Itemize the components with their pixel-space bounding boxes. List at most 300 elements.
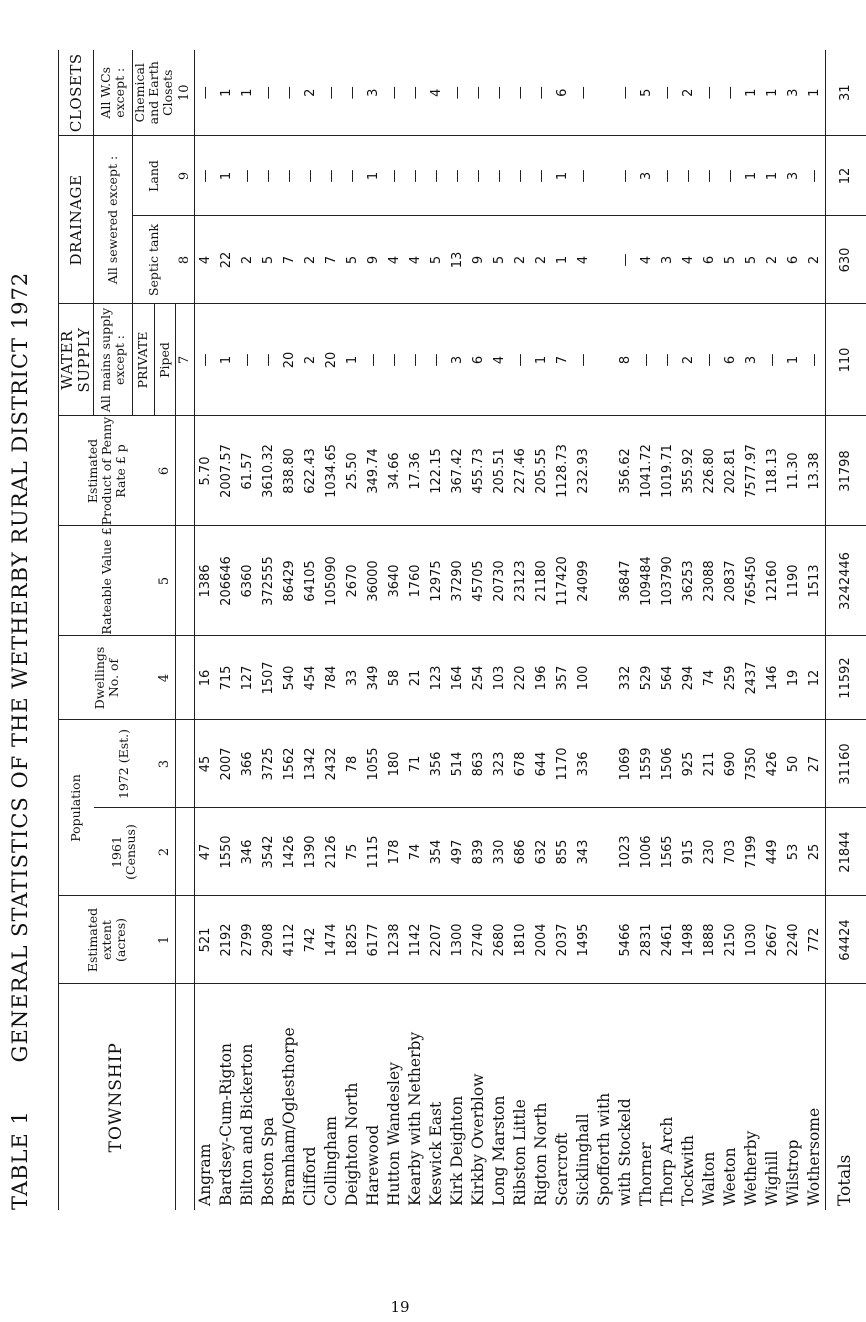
piped-water-cell: 1 [216, 304, 237, 416]
table-row [426, 50, 447, 1210]
land-drainage-cell: — [237, 136, 258, 216]
septic-tank-cell: 9 [363, 216, 384, 304]
penny-rate-cell: 1041.72 [636, 416, 657, 526]
population-1961-cell: 74 [405, 808, 426, 896]
rateable-value-cell: 1513 [804, 526, 826, 636]
land-drainage-cell: 3 [783, 136, 804, 216]
chemical-closets-cell: 6 [552, 50, 573, 136]
township-cell: Kirk Deighton [447, 1095, 466, 1206]
septic-tank-cell: 2 [510, 216, 531, 304]
rateable-value-cell: 206646 [216, 526, 237, 636]
table-row [741, 50, 762, 1210]
chemical-closets-cell: 1 [216, 50, 237, 136]
penny-rate-cell: 355.92 [678, 416, 699, 526]
population-1961-cell: 632 [531, 808, 552, 896]
rateable-value-cell: 36000 [363, 526, 384, 636]
septic-tank-cell: 6 [783, 216, 804, 304]
chemical-closets-cell: 4 [426, 50, 447, 136]
extent-cell: 1142 [405, 896, 426, 984]
table-body [194, 50, 866, 1210]
population-1961-cell: 7199 [741, 808, 762, 896]
population-1972-cell: 1562 [279, 720, 300, 808]
population-1961-cell: 686 [510, 808, 531, 896]
chemical-closets-cell [594, 50, 615, 136]
rateable-value-cell: 117420 [552, 526, 573, 636]
chemical-closets-cell: — [657, 50, 678, 136]
table-row [363, 50, 384, 1210]
chemical-closets-cell: 2 [300, 50, 321, 136]
rateable-value-cell: 24099 [573, 526, 594, 636]
land-drainage-cell: — [468, 136, 489, 216]
piped-water-cell: — [573, 304, 594, 416]
piped-water-cell: — [699, 304, 720, 416]
colnum-10: 10 [175, 50, 194, 136]
dwellings-cell: 12 [804, 636, 826, 720]
penny-rate-cell: 356.62 [615, 416, 636, 526]
table-row [489, 50, 510, 1210]
population-1961-cell: 1390 [300, 808, 321, 896]
penny-rate-cell: 205.55 [531, 416, 552, 526]
township-cell: Ribston Little [510, 1099, 529, 1206]
piped-water-cell: 20 [279, 304, 300, 416]
penny-rate-cell: 7577.97 [741, 416, 762, 526]
table-caption [8, 10, 32, 1210]
population-1972-cell: 925 [678, 720, 699, 808]
land-drainage-cell: — [426, 136, 447, 216]
population-1961-cell: 855 [552, 808, 573, 896]
rateable-value-cell: 6360 [237, 526, 258, 636]
township-cell: Bilton and Bickerton [237, 1043, 256, 1206]
penny-rate-cell: 5.70 [194, 416, 216, 526]
population-1961-cell: 497 [447, 808, 468, 896]
extent-cell: 1888 [699, 896, 720, 984]
township-cell: Scarcroft [552, 1132, 571, 1206]
population-1972-cell: 1055 [363, 720, 384, 808]
rateable-value-cell: 12160 [762, 526, 783, 636]
population-1972-cell: 690 [720, 720, 741, 808]
penny-rate-cell: 367.42 [447, 416, 468, 526]
dwellings-cell: 2437 [741, 636, 762, 720]
septic-tank-cell: 4 [678, 216, 699, 304]
dwellings-cell: 21 [405, 636, 426, 720]
table-label: TABLE 1 [8, 1110, 32, 1210]
totals-row [825, 50, 866, 1210]
piped-water-cell: — [258, 304, 279, 416]
septic-tank-cell: 22 [216, 216, 237, 304]
extent-cell: 1300 [447, 896, 468, 984]
dwellings-cell: 454 [300, 636, 321, 720]
penny-rate-cell: 1034.65 [321, 416, 342, 526]
rateable-value-cell: 103790 [657, 526, 678, 636]
penny-rate-cell: 622.43 [300, 416, 321, 526]
population-1972-cell: 27 [804, 720, 826, 808]
population-1961-cell: 1006 [636, 808, 657, 896]
chemical-closets-header: Chemical and Earth Closets [133, 50, 176, 136]
piped-water-cell: — [194, 304, 216, 416]
dwellings-cell: 74 [699, 636, 720, 720]
population-1972-cell: 50 [783, 720, 804, 808]
population-1972-cell: 7350 [741, 720, 762, 808]
piped-water-cell: 20 [321, 304, 342, 416]
penny-rate-cell: 25.50 [342, 416, 363, 526]
rateable-value-cell: 23123 [510, 526, 531, 636]
septic-tank-cell: — [615, 216, 636, 304]
land-drainage-cell: — [321, 136, 342, 216]
population-1961-cell: 354 [426, 808, 447, 896]
township-cell: Tockwith [678, 1135, 697, 1206]
rateable-value-cell: 765450 [741, 526, 762, 636]
page-number: 19 [390, 1298, 410, 1316]
piped-water-cell: — [804, 304, 826, 416]
rateable-value-cell: 23088 [699, 526, 720, 636]
chemical-closets-cell: — [531, 50, 552, 136]
septic-tank-cell [594, 216, 615, 304]
water-supply-header: WATER SUPPLY [59, 304, 94, 416]
land-drainage-cell: — [510, 136, 531, 216]
township-cell: Rigton North [531, 1102, 550, 1206]
water-supply-subheader: All mains supply except : [94, 304, 133, 416]
rateable-value-cell: 1190 [783, 526, 804, 636]
township-cell: Clifford [300, 1146, 319, 1206]
penny-rate-cell: 1019.71 [657, 416, 678, 526]
land-drainage-cell: 1 [741, 136, 762, 216]
septic-tank-cell: 2 [300, 216, 321, 304]
land-drainage-cell: — [384, 136, 405, 216]
population-1972-cell: 1506 [657, 720, 678, 808]
dwellings-cell: 16 [194, 636, 216, 720]
population-1972-cell: 644 [531, 720, 552, 808]
population-1961-cell: 330 [489, 808, 510, 896]
penny-rate-cell: 226.80 [699, 416, 720, 526]
township-cell: Angram [195, 1143, 214, 1206]
water-private-header: PRIVATE [133, 304, 155, 416]
population-1961-cell: 1565 [657, 808, 678, 896]
township-cell: Weeton [720, 1147, 739, 1206]
table-row [783, 50, 804, 1210]
township-cell: with Stockeld [615, 1098, 634, 1206]
septic-tank-cell: 4 [384, 216, 405, 304]
penny-rate-cell: 17.36 [405, 416, 426, 526]
penny-rate-cell: 838.80 [279, 416, 300, 526]
drainage-header: DRAINAGE [59, 136, 94, 304]
rateable-value-cell: 20837 [720, 526, 741, 636]
penny-rate-cell: 202.81 [720, 416, 741, 526]
table-row [573, 50, 594, 1210]
totals-township-cell: Totals [825, 984, 866, 1210]
dwellings-cell: 294 [678, 636, 699, 720]
piped-water-cell: — [384, 304, 405, 416]
extent-cell: 772 [804, 896, 826, 984]
table-row [615, 50, 636, 1210]
septic-tank-cell: 5 [489, 216, 510, 304]
table-row [405, 50, 426, 1210]
table-row [216, 50, 237, 1210]
extent-cell: 4112 [279, 896, 300, 984]
table-row [762, 50, 783, 1210]
table-row [594, 50, 615, 1210]
township-cell: Sicklinghall [573, 1113, 592, 1206]
population-1972-cell: 678 [510, 720, 531, 808]
penny-rate-cell: 34.66 [384, 416, 405, 526]
dwellings-cell: 1507 [258, 636, 279, 720]
population-1972-cell: 1170 [552, 720, 573, 808]
population-1972-cell: 1342 [300, 720, 321, 808]
totals-land-drainage-cell: 12 [825, 136, 866, 216]
population-1961-cell: 1115 [363, 808, 384, 896]
population-1961-cell [594, 808, 615, 896]
dwellings-cell: 100 [573, 636, 594, 720]
rateable-value-cell: 21180 [531, 526, 552, 636]
colnum-2: 2 [154, 808, 175, 896]
land-drainage-cell: — [573, 136, 594, 216]
drainage-subheader: All sewered except : [94, 136, 133, 304]
penny-rate-cell: 61.57 [237, 416, 258, 526]
table-row [531, 50, 552, 1210]
septic-tank-cell: 5 [426, 216, 447, 304]
dwellings-cell: 357 [552, 636, 573, 720]
piped-water-cell: — [237, 304, 258, 416]
land-drainage-cell: — [279, 136, 300, 216]
population-1961-cell: 230 [699, 808, 720, 896]
land-drainage-cell: — [489, 136, 510, 216]
septic-tank-cell: 4 [636, 216, 657, 304]
table-row [342, 50, 363, 1210]
closets-subheader: All W.Cs except : [94, 50, 133, 136]
population-1972-cell: 3725 [258, 720, 279, 808]
septic-tank-cell: 2 [531, 216, 552, 304]
piped-water-cell: — [426, 304, 447, 416]
rateable-value-cell: 36847 [615, 526, 636, 636]
penny-rate-cell: 1128.73 [552, 416, 573, 526]
septic-tank-cell: 2 [804, 216, 826, 304]
chemical-closets-cell: — [699, 50, 720, 136]
population-1972-cell: 2007 [216, 720, 237, 808]
chemical-closets-cell: — [321, 50, 342, 136]
closets-header: CLOSETS [59, 50, 94, 136]
population-1972-cell: 45 [194, 720, 216, 808]
table-row [237, 50, 258, 1210]
dwellings-cell: 164 [447, 636, 468, 720]
piped-water-cell: 6 [468, 304, 489, 416]
piped-water-cell: — [762, 304, 783, 416]
table-row [258, 50, 279, 1210]
piped-water-cell: — [405, 304, 426, 416]
township-cell: Hutton Wandesley [384, 1062, 403, 1206]
septic-tank-header: Septic tank [133, 216, 176, 304]
extent-cell: 2740 [468, 896, 489, 984]
chemical-closets-cell: — [279, 50, 300, 136]
chemical-closets-cell: — [489, 50, 510, 136]
extent-cell: 2240 [783, 896, 804, 984]
rateable-value-cell: 12975 [426, 526, 447, 636]
rateable-value-cell: 64105 [300, 526, 321, 636]
rateable-value-cell: 372555 [258, 526, 279, 636]
population-1972-cell: 336 [573, 720, 594, 808]
table-title: GENERAL STATISTICS OF THE WETHERBY RURAL DISTRICT 1972 [8, 271, 32, 1063]
land-drainage-cell: — [699, 136, 720, 216]
land-drainage-cell [594, 136, 615, 216]
population-1972-cell: 863 [468, 720, 489, 808]
land-drainage-cell: — [342, 136, 363, 216]
chemical-closets-cell: — [573, 50, 594, 136]
chemical-closets-cell: — [510, 50, 531, 136]
extent-cell: 2831 [636, 896, 657, 984]
extent-cell: 521 [194, 896, 216, 984]
table-row [699, 50, 720, 1210]
piped-water-cell: 3 [741, 304, 762, 416]
land-drainage-cell: — [405, 136, 426, 216]
population-1972-cell [594, 720, 615, 808]
septic-tank-cell: 5 [741, 216, 762, 304]
septic-tank-cell: 2 [237, 216, 258, 304]
rateable-value-cell: 37290 [447, 526, 468, 636]
population-1961-cell: 343 [573, 808, 594, 896]
piped-water-cell [594, 304, 615, 416]
township-cell: Wilstrop [783, 1139, 802, 1206]
township-cell: Wighill [762, 1150, 781, 1206]
piped-water-cell: 3 [447, 304, 468, 416]
extent-cell: 2667 [762, 896, 783, 984]
extent-cell: 742 [300, 896, 321, 984]
piped-water-cell: 2 [300, 304, 321, 416]
colnum-6: 6 [154, 416, 175, 526]
penny-rate-cell: 118.13 [762, 416, 783, 526]
table-row [552, 50, 573, 1210]
land-header: Land [133, 136, 176, 216]
table-row [279, 50, 300, 1210]
land-drainage-cell: — [804, 136, 826, 216]
rateable-value-header: Rateable Value £ [59, 526, 155, 636]
chemical-closets-cell: 1 [762, 50, 783, 136]
dwellings-cell: 784 [321, 636, 342, 720]
extent-cell: 1030 [741, 896, 762, 984]
rateable-value-cell: 105090 [321, 526, 342, 636]
colnum-9: 9 [175, 136, 194, 216]
colnum-8: 8 [175, 216, 194, 304]
population-1972-cell: 71 [405, 720, 426, 808]
piped-water-cell: 2 [678, 304, 699, 416]
chemical-closets-cell: — [447, 50, 468, 136]
township-cell: Collingham [321, 1116, 340, 1206]
table-row [720, 50, 741, 1210]
population-1961-cell: 53 [783, 808, 804, 896]
township-header: TOWNSHIP [59, 984, 176, 1210]
piped-water-cell: — [657, 304, 678, 416]
population-1961-cell: 75 [342, 808, 363, 896]
piped-water-cell: — [363, 304, 384, 416]
dwellings-cell: 58 [384, 636, 405, 720]
dwellings-cell: 19 [783, 636, 804, 720]
totals-chemical-closets-cell: 31 [825, 50, 866, 136]
colnum-1: 1 [154, 896, 175, 984]
population-1961-cell: 1023 [615, 808, 636, 896]
township-cell: Thorner [636, 1142, 655, 1206]
population-1972-cell: 514 [447, 720, 468, 808]
extent-cell: 2908 [258, 896, 279, 984]
chemical-closets-cell: — [615, 50, 636, 136]
penny-rate-cell: 227.46 [510, 416, 531, 526]
totals-penny-rate-cell: 31798 [825, 416, 866, 526]
chemical-closets-cell: 3 [783, 50, 804, 136]
dwellings-cell: 196 [531, 636, 552, 720]
dwellings-cell: 564 [657, 636, 678, 720]
piped-water-cell: 1 [342, 304, 363, 416]
township-cell: Keswick East [426, 1101, 445, 1206]
septic-tank-cell: 7 [279, 216, 300, 304]
totals-population-1972-cell: 31160 [825, 720, 866, 808]
table-row [678, 50, 699, 1210]
rateable-value-cell: 36253 [678, 526, 699, 636]
septic-tank-cell: 4 [194, 216, 216, 304]
penny-rate-cell: 2007.57 [216, 416, 237, 526]
penny-rate-cell: 349.74 [363, 416, 384, 526]
population-1972-cell: 180 [384, 720, 405, 808]
dwellings-cell: 127 [237, 636, 258, 720]
population-1961-header: 1961 (Census) [94, 808, 155, 896]
rateable-value-cell: 3640 [384, 526, 405, 636]
rateable-value-cell: 45705 [468, 526, 489, 636]
extent-cell: 1498 [678, 896, 699, 984]
dwellings-cell: 259 [720, 636, 741, 720]
chemical-closets-cell: 1 [804, 50, 826, 136]
population-1961-cell: 915 [678, 808, 699, 896]
chemical-closets-cell: — [194, 50, 216, 136]
population-1972-cell: 426 [762, 720, 783, 808]
extent-cell: 2799 [237, 896, 258, 984]
population-1961-cell: 703 [720, 808, 741, 896]
population-header: Population [59, 720, 94, 896]
septic-tank-cell: 9 [468, 216, 489, 304]
totals-rateable-value-cell: 3242446 [825, 526, 866, 636]
rateable-value-cell: 20730 [489, 526, 510, 636]
table-row [194, 50, 216, 1210]
table-row [447, 50, 468, 1210]
population-1961-cell: 839 [468, 808, 489, 896]
statistics-table [58, 50, 866, 1210]
chemical-closets-cell: — [342, 50, 363, 136]
extent-cell: 2004 [531, 896, 552, 984]
penny-rate-header: Estimated Product of Penny Rate £ p [59, 416, 155, 526]
table-row [804, 50, 826, 1210]
piped-water-cell: 7 [552, 304, 573, 416]
septic-tank-cell: 2 [762, 216, 783, 304]
table-header [59, 50, 195, 1210]
totals-extent-cell: 64424 [825, 896, 866, 984]
table-row [300, 50, 321, 1210]
township-cell: Bramham/Oglesthorpe [279, 1027, 298, 1206]
septic-tank-cell: 5 [342, 216, 363, 304]
extent-cell: 1825 [342, 896, 363, 984]
piped-water-cell: 8 [615, 304, 636, 416]
extent-cell: 2680 [489, 896, 510, 984]
septic-tank-cell: 4 [405, 216, 426, 304]
population-1961-cell: 47 [194, 808, 216, 896]
population-1972-cell: 211 [699, 720, 720, 808]
rateable-value-cell [594, 526, 615, 636]
septic-tank-cell: 7 [321, 216, 342, 304]
septic-tank-cell: 6 [699, 216, 720, 304]
chemical-closets-cell: — [405, 50, 426, 136]
township-cell: Kearby with Netherby [405, 1031, 424, 1206]
chemical-closets-cell: 2 [678, 50, 699, 136]
township-cell: Long Marston [489, 1095, 508, 1206]
dwellings-cell [594, 636, 615, 720]
dwellings-cell: 254 [468, 636, 489, 720]
dwellings-cell: 123 [426, 636, 447, 720]
extent-cell: 6177 [363, 896, 384, 984]
dwellings-cell: 332 [615, 636, 636, 720]
chemical-closets-cell: — [720, 50, 741, 136]
